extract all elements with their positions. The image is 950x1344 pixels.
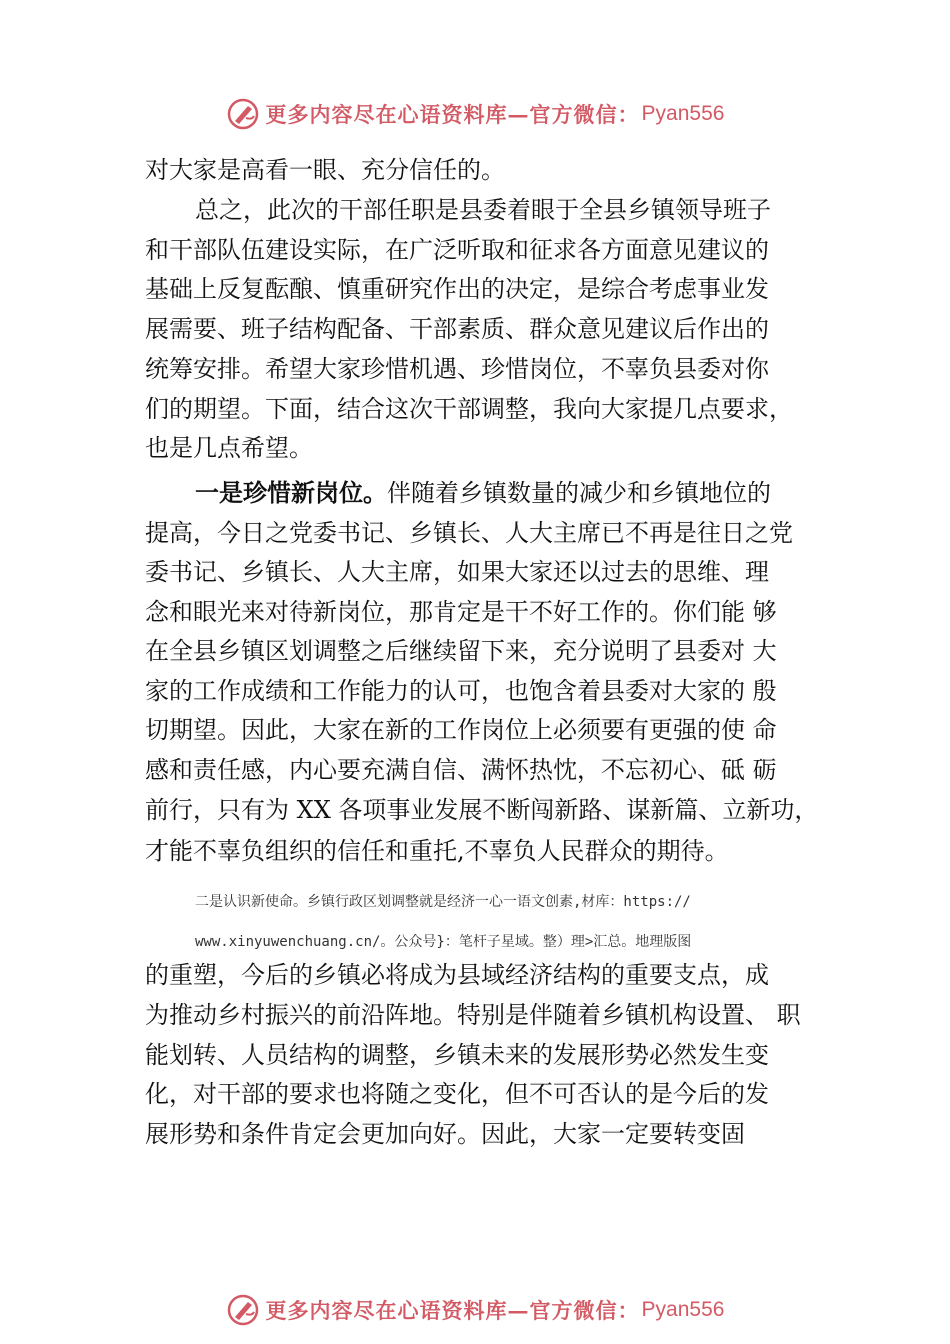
body-line: 切期望。因此，大家在新的工作岗位上必须要有更强的使 命 [145, 716, 777, 744]
logo-icon [226, 97, 260, 131]
footer-banner-text: 更多内容尽在心语资料库—官方微信： [265, 1298, 640, 1323]
body-line: 家的工作成绩和工作能力的认可，也饱含着县委对大家的 殷 [145, 677, 777, 705]
body-line: 才能不辜负组织的信任和重托,不辜负人民群众的期待。 [145, 837, 729, 865]
body-line: 的重塑，今后的乡镇必将成为县域经济结构的重要支点，成 [145, 961, 769, 989]
section1-first-text: 伴随着乡镇数量的减少和乡镇地位的 [387, 479, 771, 507]
body-line: 统筹安排。希望大家珍惜机遇、珍惜岗位，不辜负县委对你 [145, 355, 769, 383]
small-text-line: www.xinyuwenchuang.cn/。公众号}：笔杆子星域。整）理>汇总。地理版图 [195, 934, 692, 950]
body-line: 化，对干部的要求也将随之变化，但不可否认的是今后的发 [145, 1080, 769, 1108]
header-banner-id: Pyan556 [641, 102, 725, 125]
logo-icon [226, 1293, 260, 1327]
body-line: 委书记、乡镇长、人大主席，如果大家还以过去的思维、理 [145, 558, 769, 586]
header-banner [0, 94, 950, 134]
body-line: 前行，只有为 XX 各项事业发展不断闯新路、谋新篇、立新功， [145, 796, 819, 824]
body-line: 们的期望。下面，结合这次干部调整，我向大家提几点要求， [145, 395, 793, 423]
header-banner-text: 更多内容尽在心语资料库—官方微信： [265, 102, 640, 127]
body-line: 展形势和条件肯定会更加向好。因此，大家一定要转变固 [145, 1120, 745, 1148]
body-line: 念和眼光来对待新岗位，那肯定是干不好工作的。你们能 够 [145, 598, 777, 626]
small-text-line: 二是认识新使命。乡镇行政区划调整就是经济一心一语文创素,材库：https:// [195, 894, 691, 910]
body-line: 提高，今日之党委书记、乡镇长、人大主席已不再是往日之党 [145, 519, 793, 547]
body-line: 感和责任感，内心要充满自信、满怀热忱，不忘初心、砥 砺 [145, 756, 777, 784]
body-line: 在全县乡镇区划调整之后继续留下来，充分说明了县委对 大 [145, 637, 777, 665]
body-line: 和干部队伍建设实际，在广泛听取和征求各方面意见建议的 [145, 236, 769, 264]
body-line: 为推动乡村振兴的前沿阵地。特别是伴随着乡镇机构设置、 职 [145, 1001, 801, 1029]
section1-first-line [195, 478, 771, 508]
body-line: 能划转、人员结构的调整，乡镇未来的发展形势必然发生变 [145, 1041, 769, 1069]
body-line: 也是几点希望。 [145, 434, 313, 462]
footer-banner-id: Pyan556 [641, 1298, 725, 1321]
body-line: 总之，此次的干部任职是县委着眼于全县乡镇领导班子 [195, 196, 771, 224]
body-line: 基础上反复酝酿、慎重研究作出的决定，是综合考虑事业发 [145, 275, 769, 303]
section1-lead: 一是珍惜新岗位。 [195, 479, 387, 507]
body-line: 对大家是高看一眼、充分信任的。 [145, 156, 505, 184]
body-line: 展需要、班子结构配备、干部素质、群众意见建议后作出的 [145, 315, 769, 343]
footer-banner [0, 1290, 950, 1330]
